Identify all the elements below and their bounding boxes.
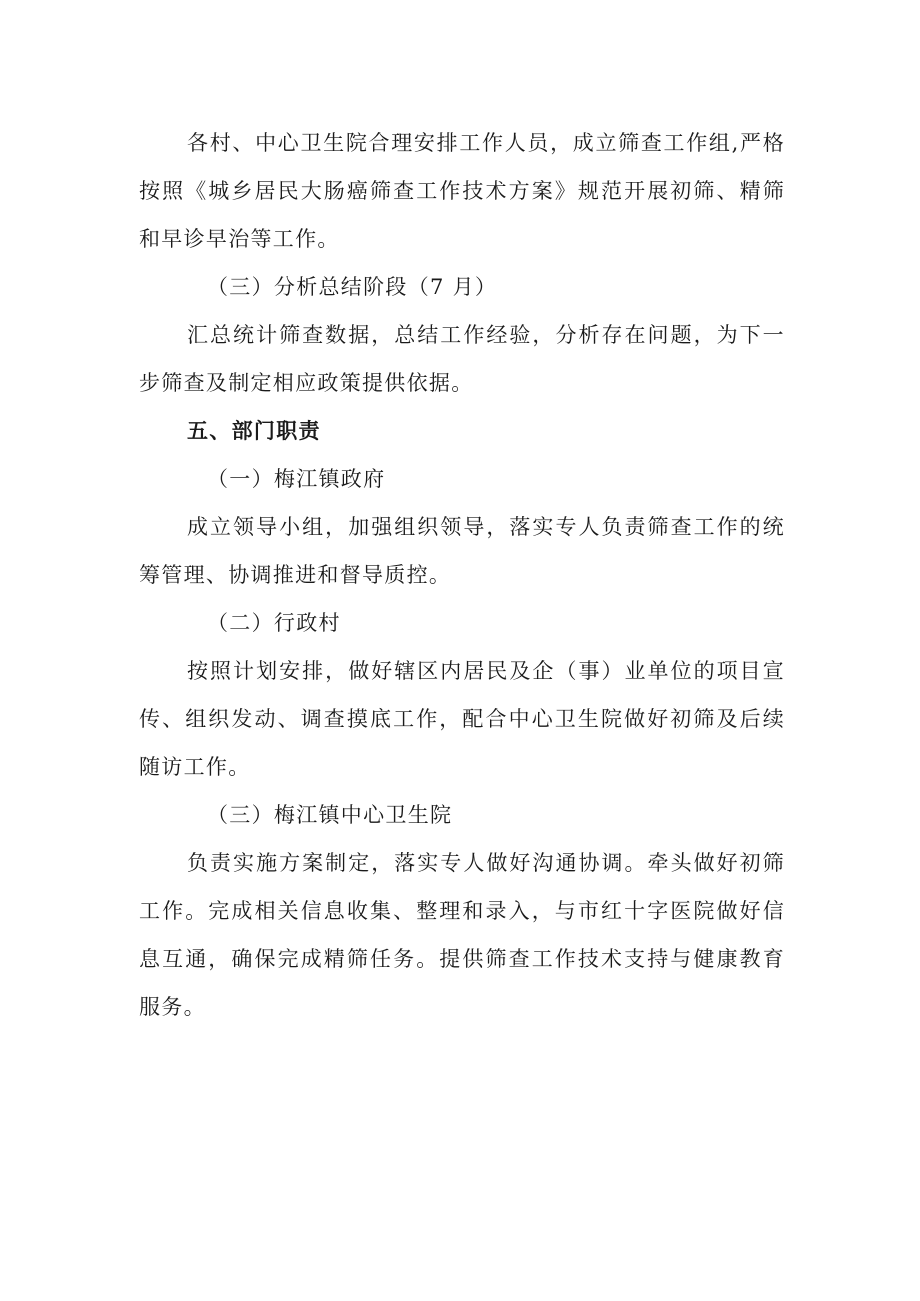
paragraph-health-center: 负责实施方案制定，落实专人做好沟通协调。牵头做好初筛工作。完成相关信息收集、整理和录入，与市红十字医院做好信息互通，确保完成精筛任务。提供筛查工作技术支持与健康教育服务。	[139, 851, 785, 1019]
document-body	[139, 119, 785, 1031]
subheading-summary-stage: （三）分析总结阶段（7 月）	[207, 275, 498, 299]
subheading-town-government: （一）梅江镇政府	[207, 467, 386, 491]
paragraph-town-government: 成立领导小组，加强组织领导，落实专人负责筛查工作的统筹管理、协调推进和督导质控。	[139, 515, 785, 587]
subheading-villages: （二）行政村	[207, 611, 341, 635]
paragraph-screening-teams: 各村、中心卫生院合理安排工作人员，成立筛查工作组,严格按照《城乡居民大肠癌筛查工作技术方案》规范开展初筛、精筛和早诊早治等工作。	[139, 131, 785, 251]
paragraph-villages: 按照计划安排，做好辖区内居民及企（事）业单位的项目宣传、组织发动、调查摸底工作，配合中心卫生院做好初筛及后续随访工作。	[139, 659, 785, 779]
subheading-health-center: （三）梅江镇中心卫生院	[207, 803, 453, 827]
paragraph-summary-stage: 汇总统计筛查数据，总结工作经验，分析存在问题，为下一步筛查及制定相应政策提供依据。	[139, 323, 785, 395]
section-title-responsibilities: 五、部门职责	[187, 419, 321, 443]
